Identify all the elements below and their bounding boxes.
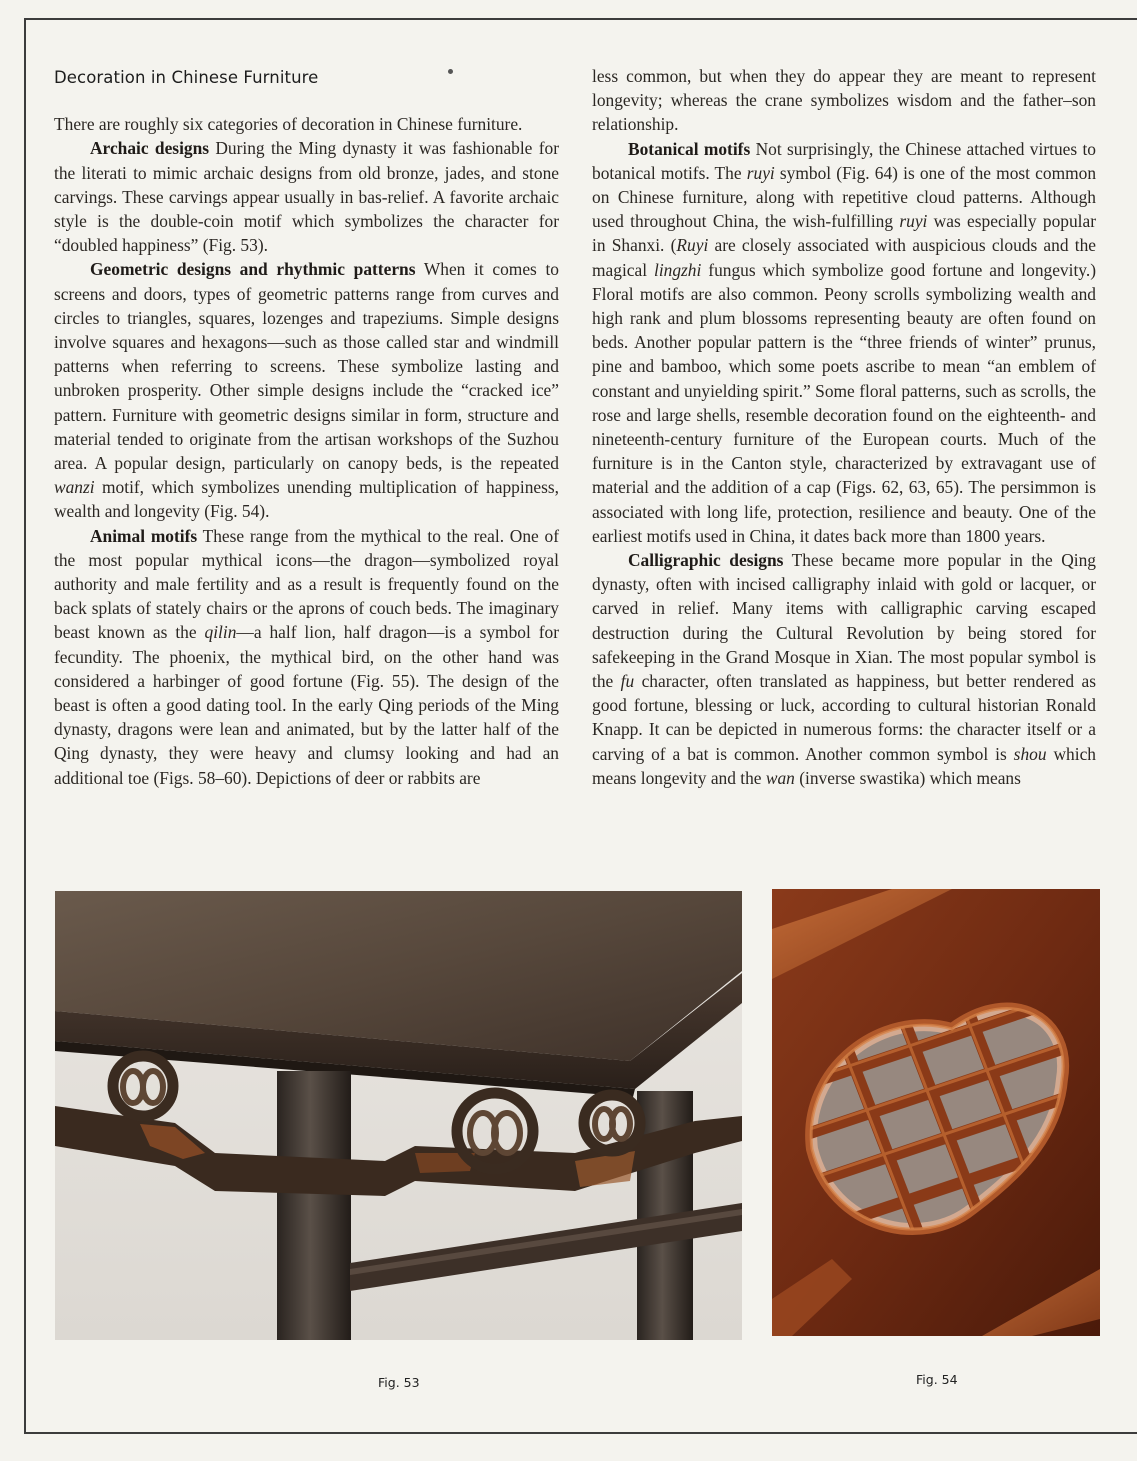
botanical-italic-ruyi: ruyi — [746, 162, 775, 183]
botanical-italic-ruyi-3: Ruyi — [676, 235, 709, 256]
archaic-body: During the Ming dynasty it was fashionable for the literati to mimic archaic designs from old bronze, jades, and stone carvings. These carvings appear usually in bas-relief. A favorite archaic style is the double-coin motif which symbolizes the character for “doubled happiness” (Fig. 53). — [54, 138, 559, 256]
calligraphic-body-4: (inverse swastika) which means — [794, 767, 1021, 788]
botanical-italic-lingzhi: lingzhi — [653, 259, 702, 280]
calligraphic-lead: Calligraphic designs — [628, 550, 784, 571]
animal-body-2: —a half lion, half dragon—is a symbol for fecundity. The phoenix, the mythical bird, on the other hand was considered a harbinger of good fortune (Fig. 55). The design of the beast is often a good dating tool. In the early Qing periods of the Ming dynasty, dragons were lean and animated, but by the latter half of the Qing dynasty, they were heavy and clumsy looking and had an additional toe (Figs. 58–60). Depictions of deer or rabbits are — [54, 622, 559, 788]
calligraphic-italic-wan: wan — [765, 767, 795, 788]
botanical-body-5: fungus which symbolize good fortune and longevity.) Floral motifs are also common. Peony scrolls symbolizing wealth and high rank and plum blossoms representing beauty are often found on beds. Another popular pattern is the “three friends of winter” prunus, pine and bamboo, which some poets ascribe to mean “an emblem of constant and unyielding spirit.” Some floral patterns, such as scrolls, the rose and large shells, resemble decoration found on the eighteenth- and nineteenth-century furniture of the European courts. Much of the furniture is in the Canton style, characterized by extravagant use of material and the addition of a cap (Figs. 62, 63, 65). The persimmon is associated with long life, protection, resilience and beauty. One of the earliest motifs used in China, it dates back more than 1800 years. — [592, 259, 1096, 546]
animal-italic-qilin: qilin — [204, 622, 237, 643]
botanical-body-1: Not surprisingly, the Chinese attached virtues to botanical motifs. The — [592, 138, 1096, 183]
animal-lead: Animal motifs — [90, 525, 198, 546]
calligraphic-body-1: These became more popular in the Qing dynasty, often with incised calligraphy inlaid with gold or lacquer, or carved in relief. Many items with calligraphic carving escaped destruction during the Cultural Revolution by being stored for safekeeping in the Grand Mosque in Xian. The most popular symbol is the — [592, 550, 1096, 692]
geometric-lead: Geometric designs and rhythmic patterns — [90, 259, 416, 280]
calligraphic-body-2: character, often translated as happiness, but better rendered as good fortune, blessing or luck, according to cultural historian Ronald Knapp. It can be depicted in numerous forms: the character itself or a carving of a bat is common. Another common symbol is — [592, 671, 1097, 764]
right-column — [592, 64, 1096, 790]
botanical-body-2: symbol (Fig. 64) is one of the most common on Chinese furniture, along with repetitive cloud patterns. Although used throughout China, the wish-fulfilling — [592, 162, 1097, 232]
animal-continued-paragraph: less common, but when they do appear they are meant to represent longevity; whereas the crane symbolizes wisdom and the father–son relationship. — [592, 66, 1096, 135]
fig53-caption: Fig. 53 — [378, 1375, 420, 1390]
geometric-body-2: motif, which symbolizes unending multiplication of happiness, wealth and longevity (Fig. 54). — [54, 477, 559, 522]
animal-body-1: These range from the mythical to the real. One of the most popular mythical icons—the dragon—symbolized royal authority and male fertility and as a result is frequently found on the back splats of stately chairs or the aprons of couch beds. The imaginary beast known as the — [54, 525, 559, 643]
fig54-photo — [772, 889, 1100, 1336]
botanical-italic-ruyi-2: ruyi — [899, 211, 928, 232]
geometric-italic-wanzi: wanzi — [54, 477, 95, 498]
section-title: Decoration in Chinese Furniture — [54, 68, 319, 87]
botanical-body-3: was especially popular in Shanxi. ( — [592, 211, 1096, 256]
botanical-lead: Botanical motifs — [628, 138, 751, 159]
calligraphic-italic-fu: fu — [620, 671, 635, 692]
archaic-paragraph — [54, 136, 559, 257]
botanical-paragraph — [592, 137, 1096, 548]
calligraphic-paragraph — [592, 548, 1096, 790]
calligraphic-body-3: which means longevity and the — [592, 743, 1096, 788]
calligraphic-italic-shou: shou — [1013, 743, 1047, 764]
fig53-photo — [55, 891, 742, 1340]
geometric-body-1: When it comes to screens and doors, types of geometric patterns range from curves and circles to triangles, squares, lozenges and trapeziums. Simple designs involve squares and hexagons—such as those called star and windmill patterns when referring to screens. These symbolize lasting and unbroken prosperity. Other simple designs include the “cracked ice” pattern. Furniture with geometric designs similar in form, structure and material tended to originate from the artisan workshops of the Suzhou area. A popular design, particularly on canopy beds, is the repeated — [54, 259, 559, 474]
botanical-body-4: are closely associated with auspicious clouds and the magical — [592, 235, 1096, 280]
animal-paragraph — [54, 524, 559, 790]
geometric-paragraph — [54, 257, 559, 523]
archaic-lead: Archaic designs — [90, 138, 210, 159]
fig54-caption: Fig. 54 — [916, 1372, 958, 1387]
left-column — [54, 62, 559, 790]
intro-paragraph: There are roughly six categories of decoration in Chinese furniture. — [54, 114, 523, 135]
